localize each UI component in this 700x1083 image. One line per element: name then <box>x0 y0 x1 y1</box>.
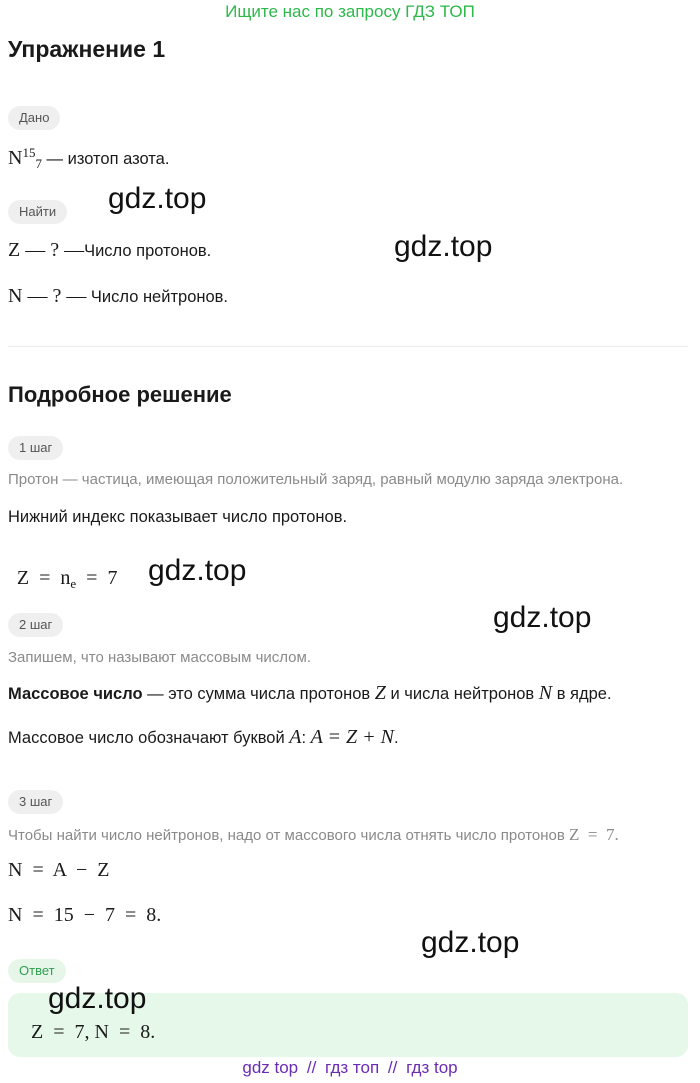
answer-text: Z = 7, N = 8. <box>31 1021 156 1043</box>
isotope-symbol: N <box>8 147 23 169</box>
step2-note: Запишем, что называют массовым числом. <box>8 649 312 666</box>
find-neutrons-math: N — ? — <box>8 285 87 307</box>
promo-banner[interactable]: Ищите нас по запросу ГДЗ ТОП <box>225 2 475 21</box>
step2-text-f: . <box>393 729 399 747</box>
watermark: gdz.top <box>394 230 493 263</box>
watermark: gdz.top <box>421 926 520 959</box>
exercise-title: Упражнение 1 <box>8 36 166 62</box>
step3-note-text: Чтобы найти число нейтронов, надо от массового числа отнять число протонов <box>8 827 570 844</box>
step3-note-math: Z = 7. <box>569 825 619 844</box>
step1-text: Нижний индекс показывает число протонов. <box>8 508 348 526</box>
step3-equation-1: N = A − Z <box>8 859 110 881</box>
find-neutrons-text: Число нейтронов. <box>86 288 229 306</box>
step2-var-n: N <box>538 682 553 704</box>
step2-text-d: Массовое число обозначают буквой <box>8 729 290 747</box>
solution-title: Подробное решение <box>8 382 232 407</box>
isotope-mass: 15 <box>22 145 36 160</box>
step1-eq-left: Z = n <box>16 567 71 589</box>
find-neutrons <box>8 285 228 308</box>
step1-eq-sub: e <box>70 576 77 591</box>
answer-label: Ответ <box>8 959 66 983</box>
footer-links <box>0 1058 700 1078</box>
footer-separator: // <box>387 1058 398 1077</box>
watermark: gdz.top <box>108 182 207 215</box>
given-label: Дано <box>8 106 60 130</box>
find-protons <box>8 239 211 262</box>
step1-label: 1 шаг <box>8 436 63 460</box>
step1-eq-right: = 7 <box>76 567 118 589</box>
step3-equation-2: N = 15 − 7 = 8. <box>8 904 162 926</box>
isotope-text: — изотоп азота. <box>41 150 170 168</box>
watermark: gdz.top <box>493 601 592 634</box>
step2-text-c: в ядре. <box>552 685 612 703</box>
step2-notation <box>8 726 399 749</box>
find-label: Найти <box>8 200 67 224</box>
step1-equation <box>8 549 117 592</box>
step3-note <box>8 825 619 845</box>
footer-link[interactable]: гдз топ <box>325 1058 380 1077</box>
step2-var-z: Z <box>374 682 386 704</box>
step1-note: Протон — частица, имеющая положительный заряд, равный модулю заряда электрона. <box>8 471 624 488</box>
step2-definition <box>8 682 612 705</box>
step2-label: 2 шаг <box>8 613 63 637</box>
footer-link[interactable]: гдз top <box>406 1058 458 1077</box>
watermark: gdz.top <box>148 554 247 587</box>
step2-text-a: — это сумма числа протонов <box>142 685 375 703</box>
given-isotope <box>8 145 169 172</box>
find-protons-math: Z — ? — <box>8 239 85 261</box>
step3-label: 3 шаг <box>8 790 63 814</box>
step2-text-e: : <box>301 729 311 747</box>
step2-var-a: A <box>289 726 302 748</box>
step2-text-b: и числа нейтронов <box>385 685 539 703</box>
watermark: gdz.top <box>48 982 147 1015</box>
step2-bold-term: Массовое число <box>8 685 143 703</box>
find-protons-text: Число протонов. <box>84 242 212 260</box>
footer-link[interactable]: gdz top <box>242 1058 299 1077</box>
step2-formula: A = Z + N <box>310 726 394 748</box>
section-divider <box>8 346 688 347</box>
footer-separator: // <box>306 1058 317 1077</box>
isotope-number: 7 <box>35 156 42 171</box>
